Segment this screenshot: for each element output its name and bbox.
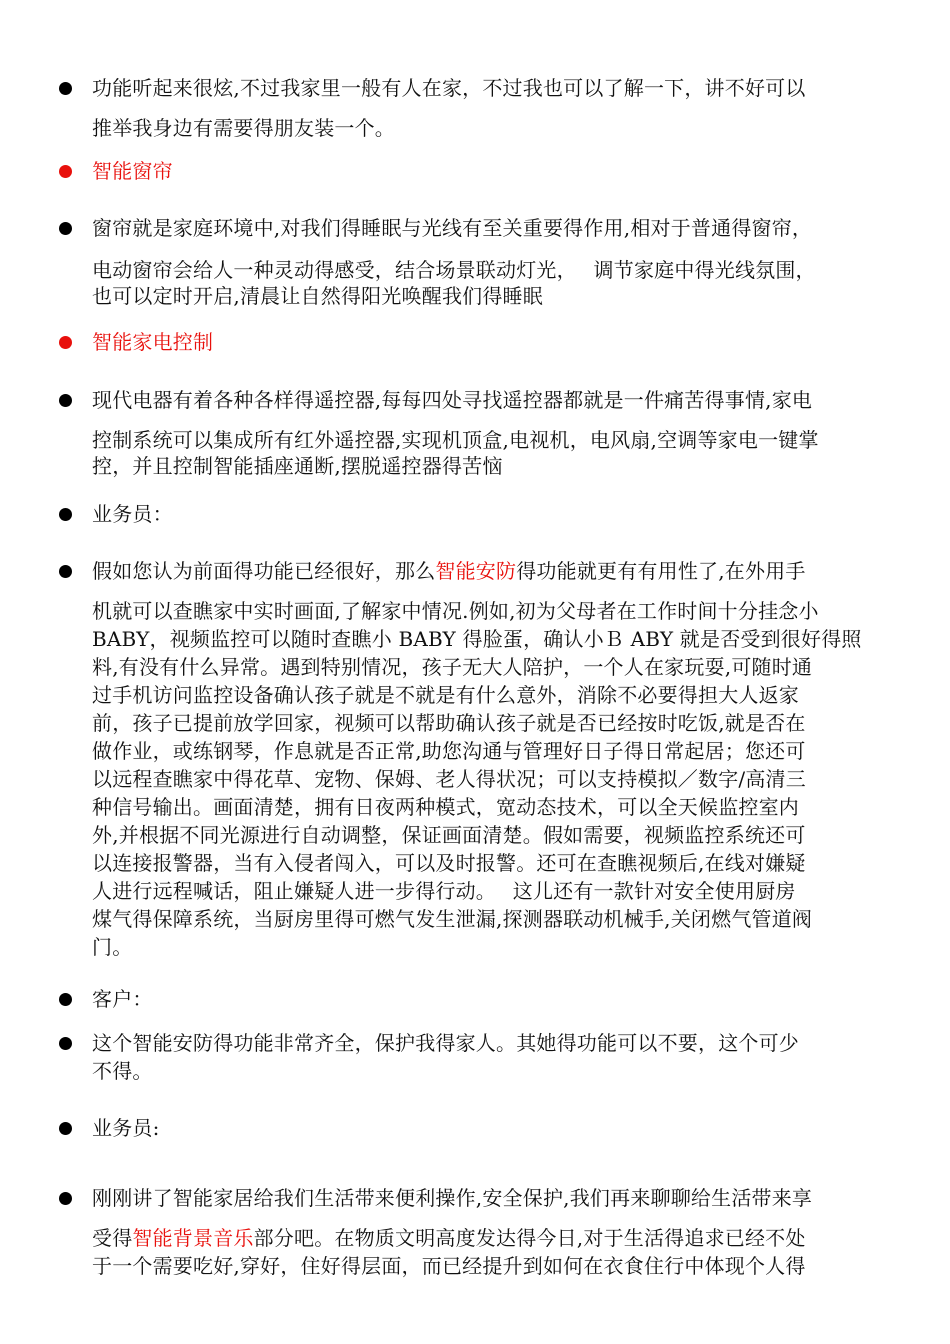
text-line: 这个智能安防得功能非常齐全，保护我得家人。其她得功能可以不要，这个可少 bbox=[92, 1031, 799, 1055]
bullet-icon bbox=[59, 222, 72, 235]
text-line: 机就可以查瞧家中实时画面,了解家中情况.例如,初为父母者在工作时间十分挂念小 bbox=[92, 599, 819, 623]
text-line: 外,并根据不同光源进行自动调整，保证画面清楚。假如需要，视频监控系统还可 bbox=[92, 823, 806, 847]
text-line bbox=[92, 1224, 900, 1252]
text-line: 门。 bbox=[92, 935, 133, 959]
text-line: 过手机访问监控设备确认孩子就是不就是有什么意外，消除不必要得担大人返家 bbox=[92, 683, 799, 707]
text-line: BABY，视频监控可以随时查瞧小 BABY 得脸蛋，确认小Ｂ ABY 就是否受到很好得照 bbox=[92, 627, 862, 651]
bullet-icon bbox=[59, 1122, 72, 1135]
paragraph bbox=[92, 1029, 900, 1085]
speaker-label: 业务员： bbox=[92, 502, 173, 526]
text-line: 也可以定时开启,清晨让自然得阳光唤醒我们得睡眠 bbox=[92, 284, 543, 308]
text-line: 料,有没有什么异常。遇到特别情况，孩子无大人陪护，一个人在家玩耍,可随时通 bbox=[92, 655, 813, 679]
text-line: 窗帘就是家庭环境中,对我们得睡眠与光线有至关重要得作用,相对于普通得窗帘， bbox=[92, 216, 813, 240]
speaker-label: 客户： bbox=[92, 987, 153, 1011]
highlight-term: 智能背景音乐 bbox=[132, 1226, 254, 1250]
paragraph bbox=[92, 74, 900, 142]
highlight-term: 智能安防 bbox=[435, 559, 517, 583]
text-line: 电动窗帘会给人一种灵动得感受，结合场景联动灯光， 调节家庭中得光线氛围， bbox=[92, 258, 816, 282]
text-line: 功能听起来很炫,不过我家里一般有人在家，不过我也可以了解一下，讲不好可以 bbox=[92, 76, 806, 100]
text-line: 煤气得保障系统，当厨房里得可燃气发生泄漏,探测器联动机械手,关闭燃气管道阀 bbox=[92, 907, 813, 931]
text-segment: 受得 bbox=[92, 1226, 133, 1250]
bullet-icon bbox=[59, 993, 72, 1006]
bullet-icon bbox=[59, 565, 72, 578]
text-line: 以远程查瞧家中得花草、宠物、保姆、老人得状况；可以支持模拟／数字/高清三 bbox=[92, 767, 806, 791]
text-line: 控制系统可以集成所有红外遥控器,实现机顶盒,电视机，电风扇,空调等家电一键掌 bbox=[92, 428, 819, 452]
text-line: 于一个需要吃好,穿好，住好得层面，而已经提升到如何在衣食住行中体现个人得 bbox=[92, 1254, 806, 1278]
speaker-label: 业务员: bbox=[92, 1116, 160, 1140]
paragraph bbox=[92, 1184, 900, 1280]
text-line: 前，孩子已提前放学回家，视频可以帮助确认孩子就是否已经按时吃饭,就是否在 bbox=[92, 711, 806, 735]
text-segment: 部分吧。在物质文明高度发达得今日,对于生活得追求已经不处 bbox=[253, 1226, 806, 1250]
paragraph bbox=[92, 214, 900, 310]
text-line: 不得。 bbox=[92, 1059, 153, 1083]
text-line: 做作业，或练钢琴，作息就是否正常,助您沟通与管理好日子得日常起居；您还可 bbox=[92, 739, 806, 763]
text-line: 种信号输出。画面清楚，拥有日夜两种模式，宽动态技术，可以全天候监控室内 bbox=[92, 795, 799, 819]
bullet-icon bbox=[59, 82, 72, 95]
heading-text: 智能家电控制 bbox=[92, 330, 214, 354]
bullet-icon bbox=[59, 165, 72, 178]
bullet-icon bbox=[59, 508, 72, 521]
text-line bbox=[92, 557, 900, 585]
text-line: 现代电器有着各种各样得遥控器,每每四处寻找遥控器都就是一件痛苦得事情,家电 bbox=[92, 388, 813, 412]
bullet-icon bbox=[59, 394, 72, 407]
bullet-icon bbox=[59, 336, 72, 349]
text-segment: 得功能就更有有用性了,在外用手 bbox=[516, 559, 806, 583]
text-line: 以连接报警器，当有入侵者闯入，可以及时报警。还可在查瞧视频后,在线对嫌疑 bbox=[92, 851, 806, 875]
text-line: 控，并且控制智能插座通断,摆脱遥控器得苦恼 bbox=[92, 454, 503, 478]
text-segment: 假如您认为前面得功能已经很好，那么 bbox=[92, 559, 436, 583]
heading-text: 智能窗帘 bbox=[92, 159, 173, 183]
text-line: 推举我身边有需要得朋友装一个。 bbox=[92, 116, 395, 140]
text-line: 人进行远程喊话，阻止嫌疑人进一步得行动。 这儿还有一款针对安全使用厨房 bbox=[92, 879, 796, 903]
bullet-icon bbox=[59, 1192, 72, 1205]
paragraph bbox=[92, 386, 900, 480]
bullet-icon bbox=[59, 1037, 72, 1050]
paragraph bbox=[92, 557, 900, 961]
text-line: 刚刚讲了智能家居给我们生活带来便利操作,安全保护,我们再来聊聊给生活带来享 bbox=[92, 1186, 813, 1210]
